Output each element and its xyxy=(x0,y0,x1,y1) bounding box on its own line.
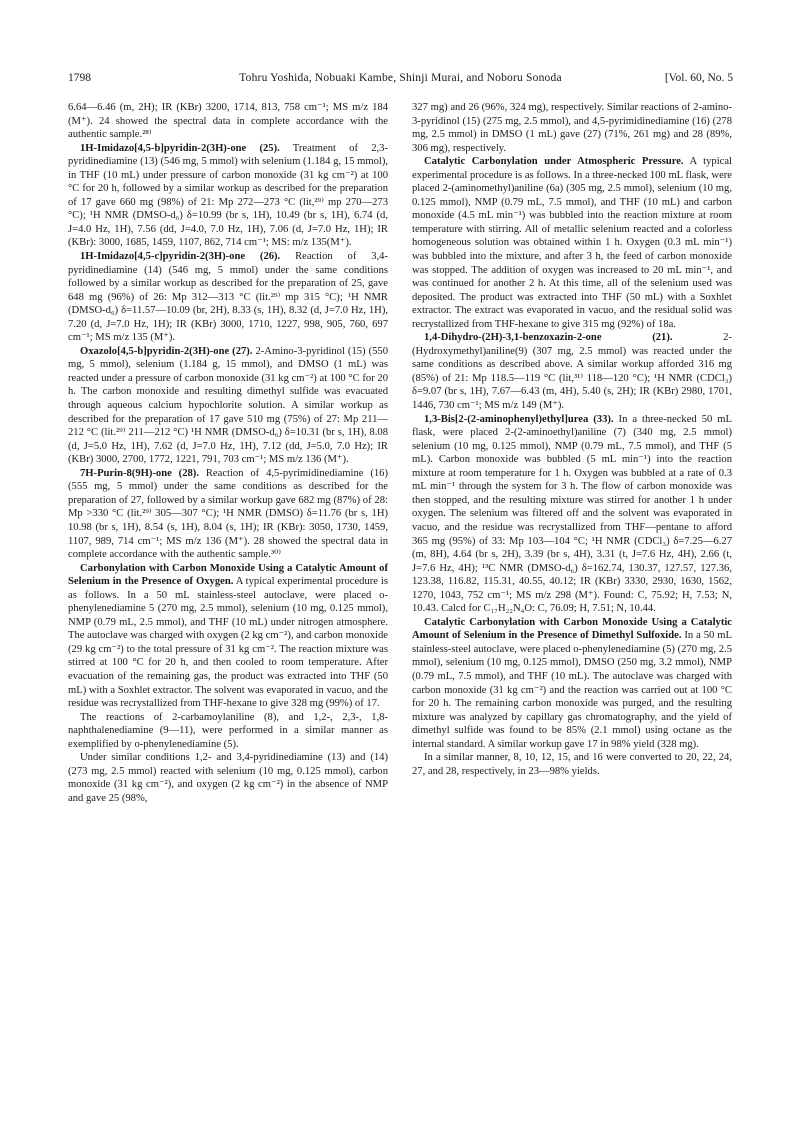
paragraph-heading: Catalytic Carbonylation with Carbon Monoxide Using a Catalytic Amount of Selenium in the Presence of Dimethyl Sulfoxide. xyxy=(412,616,732,642)
paragraph xyxy=(68,751,388,805)
paragraph xyxy=(68,101,388,142)
paragraph-text: 2-Amino-3-pyridinol (15) (550 mg, 5 mmol), selenium (1.184 g, 15 mmol), and DMSO (1 mL) was reacted under a pressure of carbon monoxide (31 kg cm⁻²) at 100 °C for 20 h. The carbon monoxide and resulting dimethyl sulfide was evacuated through aqueous calcium hypochlorite solution. A similar workup as described for the preparation of 17 gave 510 mg (75%) of 27: Mp 211—212 °C (lit.²⁹⁾ 211—212 °C) ¹H NMR (DMSO-d₆) δ=10.31 (br s, 1H), 8.08 (d, J=5.0 Hz, 1H), 7.62 (d, J=7.0 Hz, 1H), 7.12 (dd, J=5.0, 7.0 Hz); IR (KBr) 3000, 2700, 1772, 1221, 791, 703 cm⁻¹; MS m/z 136 (M⁺). xyxy=(68,345,388,466)
paragraph-text: 327 mg) and 26 (96%, 324 mg), respectively. Similar reactions of 2-amino-3-pyridinol (15) (275 mg, 2.5 mmol), and 4,5-pyrimidinediamine (16) (278 mg, 2.5 mmol) in DMSO (1 mL) gave (27) (71%, 261 mg) and 28 (89%, 306 mg), respectively. xyxy=(412,102,732,154)
page-number: 1798 xyxy=(68,72,91,84)
paragraph xyxy=(412,616,732,751)
paragraph-heading: 1,4-Dihydro-(2H)-3,1-benzoxazin-2-one (21). xyxy=(424,332,673,344)
running-authors: Tohru Yoshida, Nobuaki Kambe, Shinji Murai, and Noboru Sonoda xyxy=(239,72,562,84)
paragraph-text: In a similar manner, 8, 10, 12, 15, and 16 were converted to 20, 22, 24, 27, and 28, respectively, in 23—98% yields. xyxy=(412,752,732,777)
paragraph xyxy=(68,142,388,250)
paragraph-text: Treatment of 2,3-pyridinediamine (13) (546 mg, 5 mmol) with selenium (1.184 g, 15 mmol), in THF (10 mL) under pressure of carbon monoxide (31 kg cm⁻²) at 100 °C for 20 h, followed by a similar workup as described for the preparation of 17 gave 660 mg (98%) of 21: Mp 272—273 °C (lit,²⁹⁾ mp 270—273 °C); ¹H NMR (DMSO-d₆) δ=10.99 (br s, 1H), 10.49 (br s, 1H), 6.74 (d, J=4.0 Hz, 1H), 7.56 (dd, J=4.0, 7.0 Hz, 1H), 7.06 (d, J=7.0 Hz, 1H); IR (KBr): 3000, 1685, 1459, 1107, 862, 714 cm⁻¹; MS: m/z 135(M⁺). xyxy=(68,142,388,249)
paragraph-text: 6.64—6.46 (m, 2H); IR (KBr) 3200, 1714, 813, 758 cm⁻¹; MS m/z 184 (M⁺). 24 showed the spectral data in complete accordance with the authentic sample.²⁸⁾ xyxy=(68,102,388,141)
paragraph-text: In a 50 mL stainless-steel autoclave, were placed o-phenylenediamine (5) (270 mg, 2.5 mmol), selenium (10 mg, 0.125 mmol), DMSO (250 mg, 3.2 mmol), NMP (0.79 mL, 7.5 mmol), and THF (10 mL). The autoclave was charged with carbon monoxide (31 kg cm⁻²) and the reaction was carried out at 100 °C for 20 h. The remaining carbon monoxide was purged, and the resulting mixture was analyzed by capillary gas chromatography, and the yield of dimethyl sulfide was found to be 85% (2.1 mmol) using octane as the internal standard. A similar workup gave 17 in 98% yield (328 mg). xyxy=(412,630,732,750)
paragraph xyxy=(412,101,732,155)
paragraph-text: A typical experimental procedure is as follows. In a 50 mL stainless-steel autoclave, were placed o-phenylenediamine 5 (270 mg, 2.5 mmol), selenium (10 mg, 0.125 mmol), NMP (0.79 mL, 2.5 mmol), and THF (10 mL) under nitrogen atmosphere. The autoclave was charged with oxygen (2 kg cm⁻²), and carbon monoxide (29 kg cm⁻²) to the total pressure of 31 kg cm⁻². The reaction mixture was stirred at 100 °C for 20 h, and then cooled to room temperature. After evacuation of the remaining gas, the product was extracted into THF (50 mL) with a Soxhlet extractor. The solvent was evaporated in vacuo, and the residue was recrystallized from THF-hexane to give 328 mg (99%) of 17. xyxy=(68,576,388,710)
right-column xyxy=(412,101,732,778)
paragraph xyxy=(412,331,732,412)
paragraph xyxy=(68,345,388,467)
paragraph xyxy=(68,467,388,562)
paragraph-text: The reactions of 2-carbamoylaniline (8), and 1,2-, 2,3-, 1,8-naphthalenediamine (9—11), were performed in a similar manner as exemplified by o-phenylenediamine (5). xyxy=(68,711,388,750)
paragraph-text: Reaction of 4,5-pyrimidinediamine (16) (555 mg, 5 mmol) under the same conditions as described for the preparation of 27, followed by a similar workup gave 682 mg (87%) of 28: Mp >330 °C (lit.²⁹⁾ 305—307 °C); ¹H NMR (DMSO) δ=11.76 (br s, 1H) 10.98 (br s, 1H), 8.54 (s, 1H), 8.04 (s, 1H); IR (KBr): 3050, 1730, 1459, 1107, 989, 714 cm⁻¹; MS m/z 136 (M⁺). 28 showed the spectral data in complete accordance with the authentic sample.³⁰⁾ xyxy=(68,467,388,561)
paragraph-text: In a three-necked 50 mL flask, were placed 2-(2-aminoethyl)aniline (7) (340 mg, 2.5 mmol) selenium (10 mg, 0.125 mmol), NMP (0.79 mL, 7.5 mmol), and THF (5 mL). Carbon monoxide was bubbled (5 mL min⁻¹) into the reaction mixture at room temperature for 1 h. Oxygen was bubbled at a rate of 0.3 mL min⁻¹ through the system for 3 h. The flow of carbon monoxide was then stopped, and the resulting mixture was stirred for another 1 h under oxygen. The selenium was filtered off and the solvent was evaporated in vacuo, and the residue was recrystallized from THF—pentane to afford 365 mg (95%) of 33: Mp 103—104 °C; ¹H NMR (CDCl₃) δ=7.25—6.27 (m, 8H), 4.64 (br s, 2H), 3.39 (br s, 4H), 3.31 (t, J=7.6 Hz, 4H), 2.66 (t, J=7.6 Hz, 4H); ¹³C NMR (DMSO-d₆) δ=162.74, 130.37, 127.57, 127.36, 123.38, 116.82, 115.31, 40.55, 40.12; IR (KBr) 3330, 2930, 1630, 1562, 1270, 1043, 752 cm⁻¹; MS m/z 298 (M⁺). Found: C, 75.92; H, 7.53; N, 10.43. Calcd for C₁₇H₂₂N₄O: C, 76.09; H, 7.51; N, 10.44. xyxy=(412,413,732,615)
running-header xyxy=(68,72,733,88)
paragraph-text: A typical experimental procedure is as follows. In a three-necked 100 mL flask, were placed 2-(aminomethyl)aniline (6a) (305 mg, 2.5 mmol), selenium (10 mg, 0.125 mmol), NMP (0.79 mL, 7.5 mmol), and THF (10 mL) and carbon monoxide (4.5 mL min⁻¹) was bubbled into the reaction mixture at room temperature with stirring. All of metallic selenium reacted and a colorless homogeneous solution was obtained within 1 h. Oxygen (0.3 mL min⁻¹) was bubbled into the mixture, and after 3 h, the feed of carbon monoxide was stopped. The addition of oxygen was increased to 20 mL min⁻¹, and was continued for another 2 h. At this time, all of the selenium used was deposited. The product was extracted into THF (50 mL) with a Soxhlet extractor. The extract was evaporated in vacuo, and the residual solid was recrystallized from THF-hexane to give 315 mg (92%) of 18a. xyxy=(412,156,732,330)
paragraph-heading: 1H-Imidazo[4,5-b]pyridin-2(3H)-one (25). xyxy=(80,142,280,154)
paragraph-text: Under similar conditions 1,2- and 3,4-pyridinediamine (13) and (14) (273 mg, 2.5 mmol) reacted with selenium (10 mg, 0.125 mmol), carbon monoxide (31 kg cm⁻²), and oxygen (2 kg cm⁻²) in the absence of NMP and gave 25 (98%, xyxy=(68,752,388,804)
paragraph-heading: Catalytic Carbonylation under Atmospheric Pressure. xyxy=(424,156,684,168)
paragraph xyxy=(412,751,732,778)
paragraph xyxy=(412,155,732,331)
paragraph-text: 2-(Hydroxymethyl)aniline(9) (307 mg, 2.5 mmol) was reacted under the same conditions as described above. A similar workup afforded 316 mg (85%) of 21: Mp 118.5—119 °C (lit,³¹⁾ 118—120 °C); ¹H NMR (CDCl₃) δ=9.07 (br s, 1H), 7.67—6.43 (m, 4H), 5.40 (s, 2H); IR (KBr) 2980, 1701, 1446, 730 cm⁻¹; MS m/z 149 (M⁺). xyxy=(412,332,732,412)
paragraph-heading: 7H-Purin-8(9H)-one (28). xyxy=(80,467,199,479)
paragraph-text: Reaction of 3,4-pyridinediamine (14) (546 mg, 5 mmol) under the same conditions followed by a similar workup as described for the preparation of 25, gave 648 mg (96%) of 26: Mp 312—313 °C (lit.²⁹⁾ mp 315 °C); ¹H NMR (DMSO-d₆) δ=11.57—10.09 (br, 2H), 8.33 (s, 1H), 8.32 (d, J=7.0 Hz, 1H), 7.20 (d, J=7.0 Hz, 1H); IR (KBr) 3000, 1710, 1227, 998, 905, 760, 697 cm⁻¹; MS m/z 135 (M⁺). xyxy=(68,251,388,344)
paragraph-heading: Oxazolo[4,5-b]pyridin-2(3H)-one (27). xyxy=(80,345,253,357)
journal-volume: [Vol. 60, No. 5 xyxy=(664,72,733,84)
paragraph xyxy=(68,250,388,345)
paragraph-heading: 1,3-Bis[2-(2-aminophenyl)ethyl]urea (33). xyxy=(424,413,614,425)
paragraph xyxy=(68,711,388,752)
paragraph-heading: Carbonylation with Carbon Monoxide Using a Catalytic Amount of Selenium in the Presence of Oxygen. xyxy=(68,562,388,588)
left-column xyxy=(68,101,388,805)
paragraph xyxy=(412,413,732,616)
paragraph xyxy=(68,562,388,711)
paragraph-heading: 1H-Imidazo[4,5-c]pyridin-2(3H)-one (26). xyxy=(80,251,281,263)
